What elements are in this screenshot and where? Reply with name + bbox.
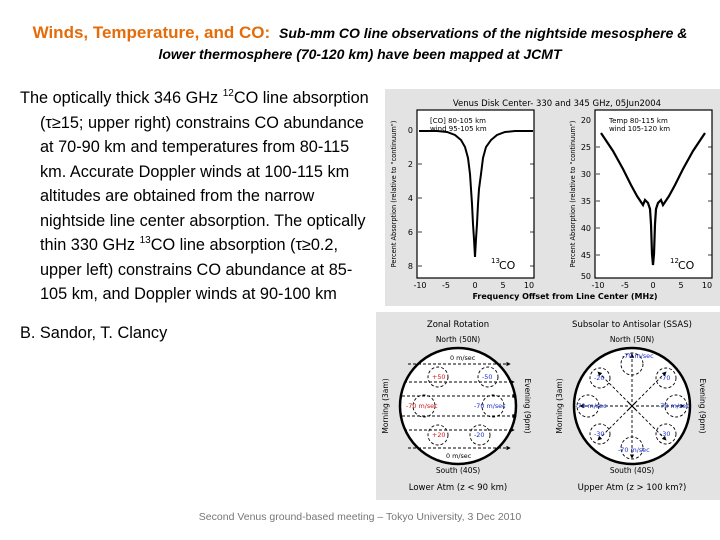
x-tick-label: 0 (650, 281, 656, 290)
zonal-caption: Lower Atm (z < 90 km) (408, 483, 508, 493)
zonal-evening-label: Evening (9pm) (523, 378, 532, 434)
zonal-wind-label: +20 (432, 431, 446, 439)
x-tick-label: -5 (442, 281, 450, 290)
isotope-superscript-12: 12 (222, 88, 234, 99)
y-tick-label: 35 (580, 197, 591, 206)
x-tick-label: -10 (413, 281, 427, 290)
authors: B. Sandor, T. Clancy (20, 323, 168, 342)
spectrum-12co-panel (569, 110, 712, 281)
spectrum-13co-ylabel: Percent Absorption (relative to "continuum") (390, 120, 398, 268)
y-tick-label: 50 (580, 272, 591, 281)
zonal-wind-label: 0 m/sec (450, 354, 476, 362)
zonal-rotation-panel (381, 320, 532, 493)
zonal-wind-label: -20 (474, 431, 485, 439)
slide-footer: Second Venus ground-based meeting – Tokyo University, 3 Dec 2010 (198, 511, 522, 523)
ssas-wind-label: -70 m/sec (575, 402, 607, 410)
slide-title (0, 22, 720, 65)
y-tick-label: 4 (407, 194, 413, 203)
y-tick-label: 0 (407, 126, 413, 135)
spectrum-13co-panel (390, 110, 534, 278)
x-tick-label: -10 (591, 281, 605, 290)
zonal-wind-label: -50 (482, 373, 493, 381)
x-tick-label: -5 (621, 281, 629, 290)
y-tick-label: 8 (407, 262, 413, 271)
isotope-superscript-13: 13 (139, 235, 151, 246)
description-paragraph (20, 86, 375, 307)
ssas-south-label: South (40S) (609, 466, 655, 475)
ssas-wind-label: -20 (594, 374, 605, 382)
body-text (20, 86, 375, 345)
ssas-panel (555, 320, 707, 493)
y-tick-label: 40 (580, 224, 591, 233)
spectra-xlabel: Frequency Offset from Line Center (MHz) (472, 292, 658, 301)
spectrum-12co-legend-1: Temp 80-115 km (609, 117, 668, 125)
ssas-wind-label: -70 m/sec (618, 446, 650, 454)
spectrum-13co-legend-2: wind 95-105 km (430, 125, 487, 133)
spectrum-12co-ylabel: Percent Absorption (relative to "continuum") (569, 120, 577, 268)
zonal-wind-label: +50 (432, 373, 446, 381)
ssas-caption: Upper Atm (z > 100 km?) (577, 483, 687, 493)
spectrum-13co-legend-1: [CO] 80-105 km (430, 117, 486, 125)
zonal-morning-label: Morning (3am) (381, 378, 390, 434)
y-tick-label: 30 (580, 170, 591, 179)
zonal-wind-label: 0 m/sec (446, 452, 472, 460)
zonal-south-label: South (40S) (435, 466, 481, 475)
ssas-evening-label: Evening (9pm) (698, 378, 707, 434)
ssas-wind-label: -70 m/sec (622, 352, 654, 360)
y-tick-label: 20 (580, 116, 591, 125)
x-tick-label: 0 (472, 281, 478, 290)
ssas-north-label: North (50N) (609, 335, 655, 344)
ssas-wind-label: -70 (660, 374, 671, 382)
ssas-title: Subsolar to Antisolar (SSAS) (572, 320, 692, 330)
ssas-wind-label: -70 m/sec (658, 402, 690, 410)
spectrum-13co-species-sup: 13 (491, 257, 500, 265)
y-tick-label: 6 (407, 228, 413, 237)
zonal-wind-label: -70 m/sec (474, 402, 506, 410)
x-tick-label: 5 (500, 281, 506, 290)
zonal-rotation-title: Zonal Rotation (426, 320, 490, 330)
venus-wind-models-figure (376, 312, 720, 500)
spectrum-12co-species: CO (678, 259, 695, 272)
title-main: Winds, Temperature, and CO: (32, 23, 271, 42)
zonal-north-label: North (50N) (435, 335, 481, 344)
y-tick-label: 25 (580, 143, 591, 152)
spectrum-12co-legend-2: wind 105-120 km (609, 125, 671, 133)
x-tick-label: 10 (523, 281, 535, 290)
spectrum-13co-species: CO (499, 259, 516, 272)
description-text-1: The optically thick 346 GHz (20, 89, 223, 107)
y-tick-label: 45 (580, 251, 591, 260)
description-text-3: CO line absorption (τ≥0.2, upper left) constrains CO abundance at 85-105 km, and Doppler winds at 90-100 km (40, 236, 353, 303)
co-spectra-figure (385, 89, 720, 306)
description-text-2: CO line absorption (τ≥15; upper right) constrains CO abundance at 70-90 km and temperatures from 80-115 km. Accurate Doppler winds at 100-115 km altitudes are obtained from the narrow nightside line center absorption. The optically thin 330 GHz (40, 89, 369, 254)
title-subtitle-line1: Sub-mm CO line observations of the nightside mesosphere & (279, 25, 688, 41)
x-tick-label: 10 (701, 281, 713, 290)
y-tick-label: 2 (407, 160, 413, 169)
ssas-morning-label: Morning (3am) (555, 378, 564, 434)
ssas-wind-label: -30 (594, 430, 605, 438)
title-subtitle-line2: lower thermosphere (70-120 km) have been mapped at JCMT (158, 46, 562, 62)
spectra-header: Venus Disk Center- 330 and 345 GHz, 05Jun2004 (452, 99, 662, 109)
ssas-wind-label: -30 (660, 430, 671, 438)
x-tick-label: 5 (678, 281, 684, 290)
zonal-wind-label: -70 m/sec (406, 402, 438, 410)
spectrum-12co-species-sup: 12 (670, 257, 679, 265)
